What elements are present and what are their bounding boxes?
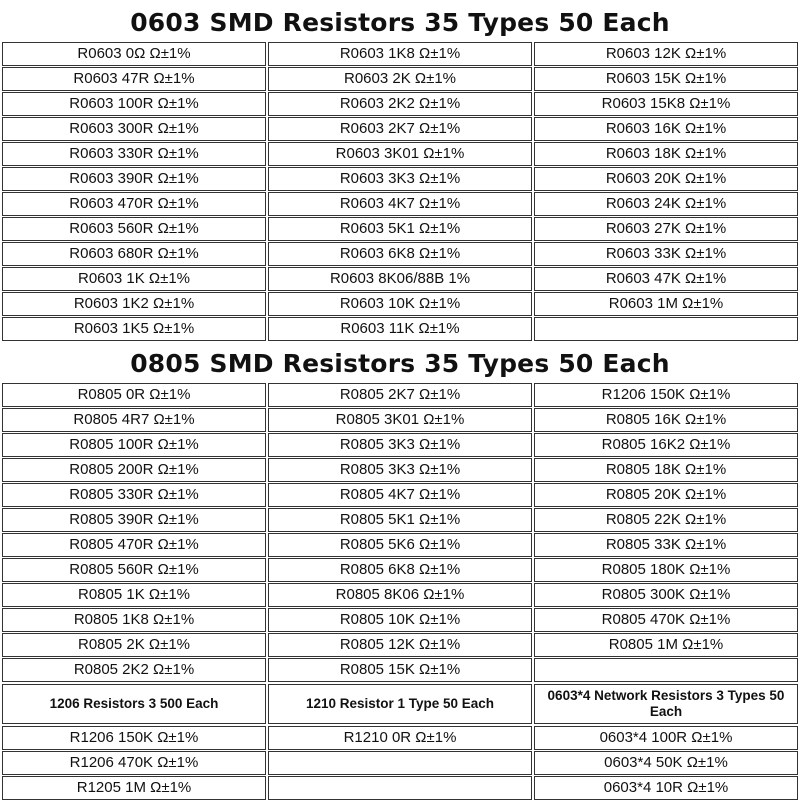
resistor-cell — [534, 317, 798, 341]
resistor-cell: R0603 24K Ω±1% — [534, 192, 798, 216]
resistor-cell: R0805 0R Ω±1% — [2, 383, 266, 407]
resistor-cell — [268, 776, 532, 800]
resistor-cell: R0805 1K8 Ω±1% — [2, 608, 266, 632]
category-header: 1206 Resistors 3 500 Each — [2, 684, 266, 724]
resistor-cell: R0603 3K01 Ω±1% — [268, 142, 532, 166]
category-header: 0603*4 Network Resistors 3 Types 50 Each — [534, 684, 798, 724]
resistor-cell: R0805 10K Ω±1% — [268, 608, 532, 632]
resistor-cell: R0603 15K Ω±1% — [534, 67, 798, 91]
resistor-cell: R0805 22K Ω±1% — [534, 508, 798, 532]
resistor-cell: R0805 16K Ω±1% — [534, 408, 798, 432]
resistor-cell: R0603 560R Ω±1% — [2, 217, 266, 241]
resistor-cell: R0805 100R Ω±1% — [2, 433, 266, 457]
resistor-cell: R0603 0Ω Ω±1% — [2, 42, 266, 66]
category-header: 1210 Resistor 1 Type 50 Each — [268, 684, 532, 724]
resistor-cell: R0603 2K Ω±1% — [268, 67, 532, 91]
resistor-cell: R0805 2K Ω±1% — [2, 633, 266, 657]
resistor-cell: R0603 390R Ω±1% — [2, 167, 266, 191]
resistor-cell: R0603 5K1 Ω±1% — [268, 217, 532, 241]
resistor-cell: R0603 330R Ω±1% — [2, 142, 266, 166]
resistor-cell: R0603 20K Ω±1% — [534, 167, 798, 191]
resistor-cell: R0805 2K2 Ω±1% — [2, 658, 266, 682]
resistor-cell: R0805 1K Ω±1% — [2, 583, 266, 607]
resistor-cell: R0805 20K Ω±1% — [534, 483, 798, 507]
resistor-cell: R0603 18K Ω±1% — [534, 142, 798, 166]
resistor-cell: R0603 27K Ω±1% — [534, 217, 798, 241]
resistor-cell: R0805 3K3 Ω±1% — [268, 458, 532, 482]
resistor-cell: R0603 1M Ω±1% — [534, 292, 798, 316]
resistor-cell: R1205 1M Ω±1% — [2, 776, 266, 800]
resistor-cell: R0805 560R Ω±1% — [2, 558, 266, 582]
resistor-cell: R0603 300R Ω±1% — [2, 117, 266, 141]
resistor-cell — [534, 658, 798, 682]
resistor-cell: R0805 8K06 Ω±1% — [268, 583, 532, 607]
resistor-cell: R1206 470K Ω±1% — [2, 751, 266, 775]
resistor-cell: R0603 470R Ω±1% — [2, 192, 266, 216]
title-0805: 0805 SMD Resistors 35 Types 50 Each — [130, 349, 670, 378]
resistor-cell: R0805 330R Ω±1% — [2, 483, 266, 507]
resistor-cell: R0603 47K Ω±1% — [534, 267, 798, 291]
resistor-cell: R0805 300K Ω±1% — [534, 583, 798, 607]
resistor-cell: R0603 11K Ω±1% — [268, 317, 532, 341]
resistor-cell: R0603 680R Ω±1% — [2, 242, 266, 266]
resistor-cell: R0805 6K8 Ω±1% — [268, 558, 532, 582]
resistor-cell: R0603 1K2 Ω±1% — [2, 292, 266, 316]
resistor-cell: 0603*4 100R Ω±1% — [534, 726, 798, 750]
resistor-cell: R0805 390R Ω±1% — [2, 508, 266, 532]
resistor-cell: 0603*4 50K Ω±1% — [534, 751, 798, 775]
resistor-cell: R0805 33K Ω±1% — [534, 533, 798, 557]
resistor-cell: R0805 12K Ω±1% — [268, 633, 532, 657]
resistor-cell: R0805 5K1 Ω±1% — [268, 508, 532, 532]
resistor-cell: R1206 150K Ω±1% — [2, 726, 266, 750]
resistor-cell: R0805 4R7 Ω±1% — [2, 408, 266, 432]
resistor-cell — [268, 751, 532, 775]
resistor-cell: R0805 200R Ω±1% — [2, 458, 266, 482]
resistor-cell: R0603 100R Ω±1% — [2, 92, 266, 116]
resistor-cell: R0603 12K Ω±1% — [534, 42, 798, 66]
resistor-cell: R0603 1K8 Ω±1% — [268, 42, 532, 66]
resistor-cell: R0805 18K Ω±1% — [534, 458, 798, 482]
resistor-cell: R0805 5K6 Ω±1% — [268, 533, 532, 557]
resistor-cell: R0603 4K7 Ω±1% — [268, 192, 532, 216]
resistor-cell: R0603 10K Ω±1% — [268, 292, 532, 316]
resistor-cell: R1206 150K Ω±1% — [534, 383, 798, 407]
resistor-cell: R0805 1M Ω±1% — [534, 633, 798, 657]
resistor-cell: 0603*4 10R Ω±1% — [534, 776, 798, 800]
title-0603: 0603 SMD Resistors 35 Types 50 Each — [130, 8, 670, 37]
resistor-cell: R0603 15K8 Ω±1% — [534, 92, 798, 116]
resistor-cell: R0805 3K3 Ω±1% — [268, 433, 532, 457]
resistor-cell: R0603 2K2 Ω±1% — [268, 92, 532, 116]
resistor-cell: R0805 470R Ω±1% — [2, 533, 266, 557]
resistor-cell: R0805 470K Ω±1% — [534, 608, 798, 632]
resistor-cell: R0603 8K06/88B 1% — [268, 267, 532, 291]
resistor-cell: R0805 3K01 Ω±1% — [268, 408, 532, 432]
resistor-cell: R0603 1K5 Ω±1% — [2, 317, 266, 341]
resistor-cell: R0603 2K7 Ω±1% — [268, 117, 532, 141]
resistor-cell: R0603 1K Ω±1% — [2, 267, 266, 291]
resistor-cell: R0805 2K7 Ω±1% — [268, 383, 532, 407]
resistor-cell: R0805 15K Ω±1% — [268, 658, 532, 682]
resistor-cell: R0603 6K8 Ω±1% — [268, 242, 532, 266]
resistor-cell: R1210 0R Ω±1% — [268, 726, 532, 750]
resistor-cell: R0805 16K2 Ω±1% — [534, 433, 798, 457]
resistor-cell: R0603 33K Ω±1% — [534, 242, 798, 266]
resistor-cell: R0603 47R Ω±1% — [2, 67, 266, 91]
resistor-cell: R0603 16K Ω±1% — [534, 117, 798, 141]
resistor-cell: R0805 180K Ω±1% — [534, 558, 798, 582]
resistor-cell: R0805 4K7 Ω±1% — [268, 483, 532, 507]
resistor-cell: R0603 3K3 Ω±1% — [268, 167, 532, 191]
